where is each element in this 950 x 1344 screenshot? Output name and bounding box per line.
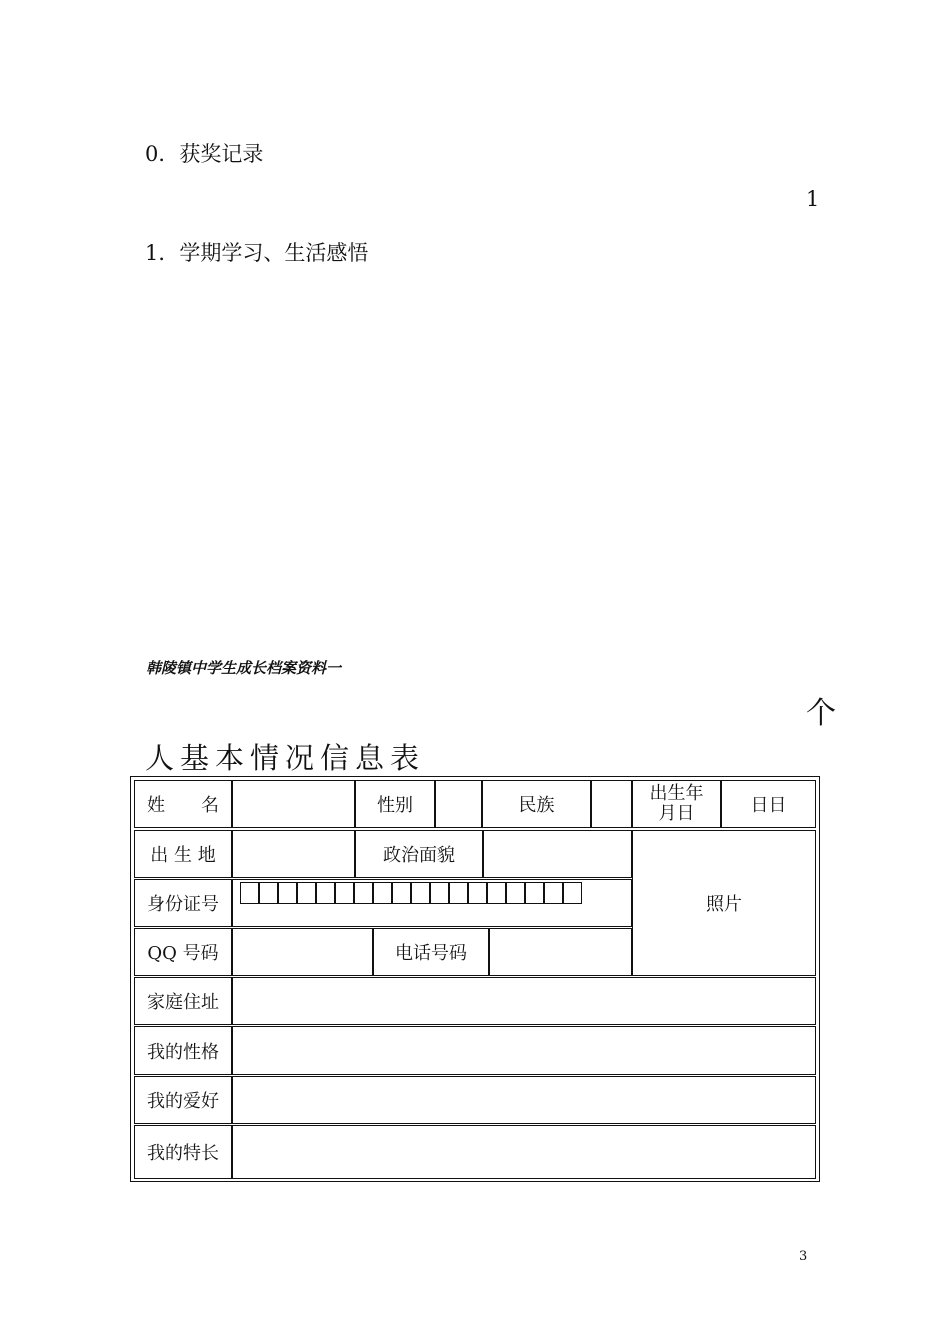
- id-digit-box[interactable]: [449, 882, 468, 904]
- hobby-label-cell: [134, 1076, 232, 1124]
- gender-label-cell: [355, 780, 435, 828]
- title-first-char: 个: [806, 696, 836, 731]
- birth-label-line1: 出生年: [649, 783, 704, 804]
- side-number: 1: [806, 187, 820, 211]
- qq-label-cell: [134, 928, 232, 976]
- hobby-value-cell[interactable]: [232, 1076, 816, 1124]
- id-digit-box[interactable]: [316, 882, 335, 904]
- personality-value-cell[interactable]: [232, 1026, 816, 1075]
- id-digit-box[interactable]: [411, 882, 430, 904]
- id-digit-box[interactable]: [259, 882, 278, 904]
- id-label: 身份证号: [147, 894, 219, 915]
- birth-value: 日日: [750, 795, 787, 816]
- birthplace-label-cell: [134, 830, 232, 878]
- political-value-cell[interactable]: [483, 830, 632, 878]
- id-digit-box[interactable]: [544, 882, 563, 904]
- ethnic-value-cell[interactable]: [591, 780, 632, 828]
- address-label: 家庭住址: [147, 992, 219, 1013]
- birth-label-cell: [632, 780, 721, 828]
- name-value-cell[interactable]: [232, 780, 355, 828]
- section-awards-heading: 0．获奖记录: [145, 142, 264, 166]
- document-header: 韩陵镇中学生成长档案资料一: [146, 659, 342, 677]
- political-label: 政治面貌: [383, 845, 455, 866]
- id-digit-box[interactable]: [335, 882, 354, 904]
- birthplace-value-cell[interactable]: [232, 830, 355, 878]
- id-digit-box[interactable]: [487, 882, 506, 904]
- political-label-cell: [355, 830, 483, 878]
- name-label-cell: [134, 780, 232, 828]
- ethnic-label: 民族: [518, 795, 555, 816]
- id-digit-box[interactable]: [297, 882, 316, 904]
- qq-value-cell[interactable]: [232, 928, 373, 976]
- id-label-cell: [134, 879, 232, 927]
- id-digit-box[interactable]: [525, 882, 544, 904]
- phone-label: 电话号码: [395, 943, 467, 964]
- qq-label: QQ 号码: [147, 943, 219, 964]
- birth-label-line2: 月日: [658, 803, 695, 824]
- id-digit-box[interactable]: [373, 882, 392, 904]
- personality-label-cell: [134, 1026, 232, 1075]
- address-value-cell[interactable]: [232, 977, 816, 1025]
- gender-label: 性别: [377, 795, 413, 816]
- phone-value-cell[interactable]: [489, 928, 632, 976]
- id-digit-box[interactable]: [240, 882, 259, 904]
- page-number: 3: [799, 1249, 808, 1264]
- photo-cell[interactable]: [632, 830, 816, 976]
- address-label-cell: [134, 977, 232, 1025]
- id-digit-box[interactable]: [468, 882, 487, 904]
- id-digit-box[interactable]: [506, 882, 525, 904]
- section-reflection-heading: 1．学期学习、生活感悟: [145, 241, 369, 265]
- specialty-value-cell[interactable]: [232, 1125, 816, 1179]
- id-digit-box[interactable]: [563, 882, 582, 904]
- form-title: 人基本情况信息表: [145, 741, 426, 775]
- birthplace-label: 出 生 地: [150, 845, 216, 866]
- id-digit-box[interactable]: [354, 882, 373, 904]
- id-digit-box[interactable]: [392, 882, 411, 904]
- specialty-label-cell: [134, 1125, 232, 1179]
- photo-label: 照片: [706, 894, 742, 915]
- name-label: 姓 名: [147, 795, 219, 816]
- gender-value-cell[interactable]: [435, 780, 482, 828]
- id-digit-box[interactable]: [430, 882, 449, 904]
- id-digit-box[interactable]: [278, 882, 297, 904]
- specialty-label: 我的特长: [147, 1143, 219, 1164]
- ethnic-label-cell: [482, 780, 591, 828]
- phone-label-cell: [373, 928, 489, 976]
- personality-label: 我的性格: [147, 1041, 219, 1063]
- hobby-label: 我的爱好: [147, 1091, 219, 1112]
- birth-value-cell[interactable]: [721, 780, 816, 828]
